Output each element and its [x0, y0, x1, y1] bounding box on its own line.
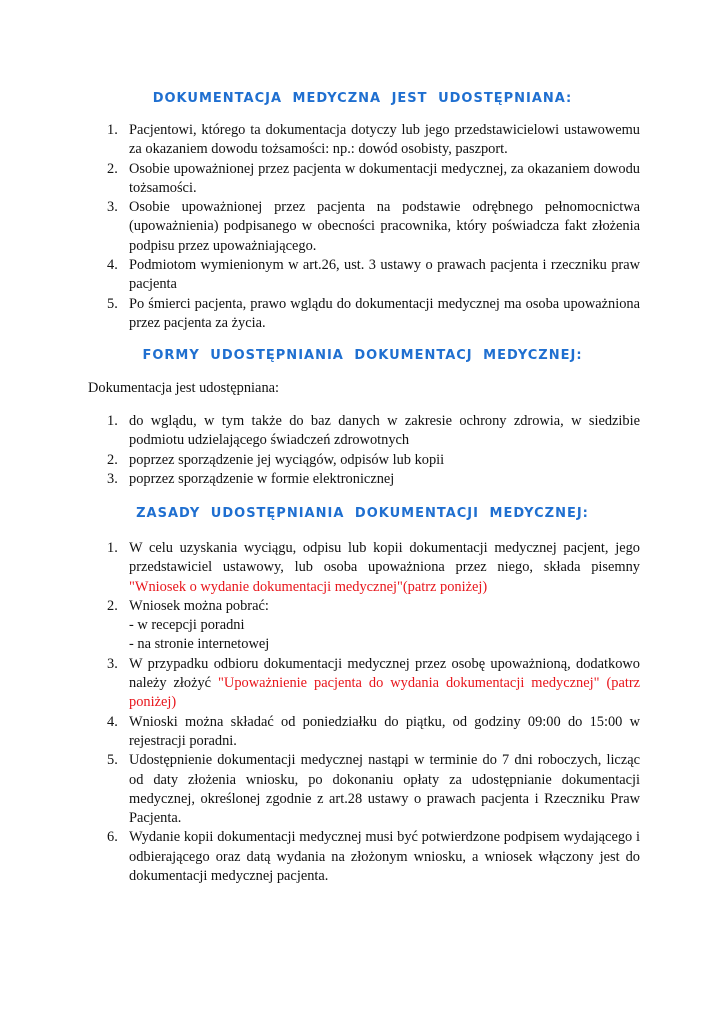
list-item: 3. poprzez sporządzenie w formie elektronicznej: [107, 470, 395, 487]
request-form-link: "Wniosek o wydanie dokumentacji medycznej"(patrz poniżej): [129, 578, 488, 595]
list-item: 2. Wniosek można pobrać: - w recepcji poradni - na stronie internetowej: [107, 597, 270, 653]
list-item: 3. W przypadku odbioru dokumentacji medycznej przez osobę upoważnioną, dodatkowo należy złożyć "Upoważnienie pacjenta do wydania dokumentacji medycznej" (patrz poniżej): [107, 655, 641, 711]
list-item: 4. Podmiotom wymienionym w art.26, ust. 3 ustawy o prawach pacjenta i rzeczniku praw pacjenta: [107, 257, 640, 293]
list-item: 1. Pacjentowi, którego ta dokumentacja dotyczy lub jego przedstawicielowi ustawowemu za okazaniem dowodu tożsamości: np.: dowód osobisty, paszport.: [107, 122, 640, 158]
list-item: 5. Udostępnienie dokumentacji medycznej nastąpi w terminie do 7 dni roboczych, licząc od daty złożenia wniosku, po dokonaniu opłaty za udostępnianie dokumentacji medycznej, określonej zgodnie z art.28 ustawy o prawach pacjenta i Rzeczniku Praw Pacjenta.: [107, 752, 640, 827]
list-item: 4. Wnioski można składać od poniedziałku do piątku, od godziny 09:00 do 15:00 w rejestracji poradni.: [107, 713, 640, 749]
section-heading-availability: DOKUMENTACJA MEDYCZNA JEST UDOSTĘPNIANA:: [152, 91, 573, 106]
rules-list: [88, 539, 640, 886]
list-item: 2. Osobie upoważnionej przez pacjenta w dokumentacji medycznej, za okazaniem dowodu tożsamości.: [107, 160, 640, 196]
list-item: 5. Po śmierci pacjenta, prawo wglądu do dokumentacji medycznej ma osoba upoważniona przez pacjenta za życia.: [107, 295, 640, 331]
list-item: 2. poprzez sporządzenie jej wyciągów, odpisów lub kopii: [107, 451, 445, 468]
list-item: 1. do wglądu, w tym także do baz danych w zakresie ochrony zdrowia, w siedzibie podmiotu udzielającego świadczeń zdrowotnych: [107, 413, 640, 449]
list-item: 1. W celu uzyskania wyciągu, odpisu lub kopii dokumentacji medycznej pacjent, jego przedstawiciel ustawowy, lub osoba upoważniona przez niego, składa pisemny "Wniosek o wydanie dokumentacji medycznej"(patrz poniżej): [107, 540, 640, 595]
section-heading-forms: FORMY UDOSTĘPNIANIA DOKUMENTACJ MEDYCZNEJ:: [142, 348, 583, 363]
list-item: 6. Wydanie kopii dokumentacji medycznej musi być potwierdzone podpisem wydającego i odbierającego oraz datą wydania na złożonym wniosku, a wniosek włączony jest do dokumentacji medycznej pacjenta.: [107, 829, 640, 885]
authorization-form-link: "Upoważnienie pacjenta do wydania dokumentacji medycznej" (patrz poniżej): [129, 675, 641, 711]
forms-intro: Dokumentacja jest udostępniana:: [88, 380, 280, 396]
list-item: 3. Osobie upoważnionej przez pacjenta na podstawie odrębnego pełnomocnictwa (upoważnienia) podpisanego w obecności pracownika, który poświadcza fakt złożenia podpisu przez upoważniającego.: [107, 199, 640, 254]
forms-list: [88, 412, 640, 489]
section-heading-rules: ZASADY UDOSTĘPNIANIA DOKUMENTACJI MEDYCZNEJ:: [136, 506, 589, 521]
availability-list: [88, 121, 640, 333]
